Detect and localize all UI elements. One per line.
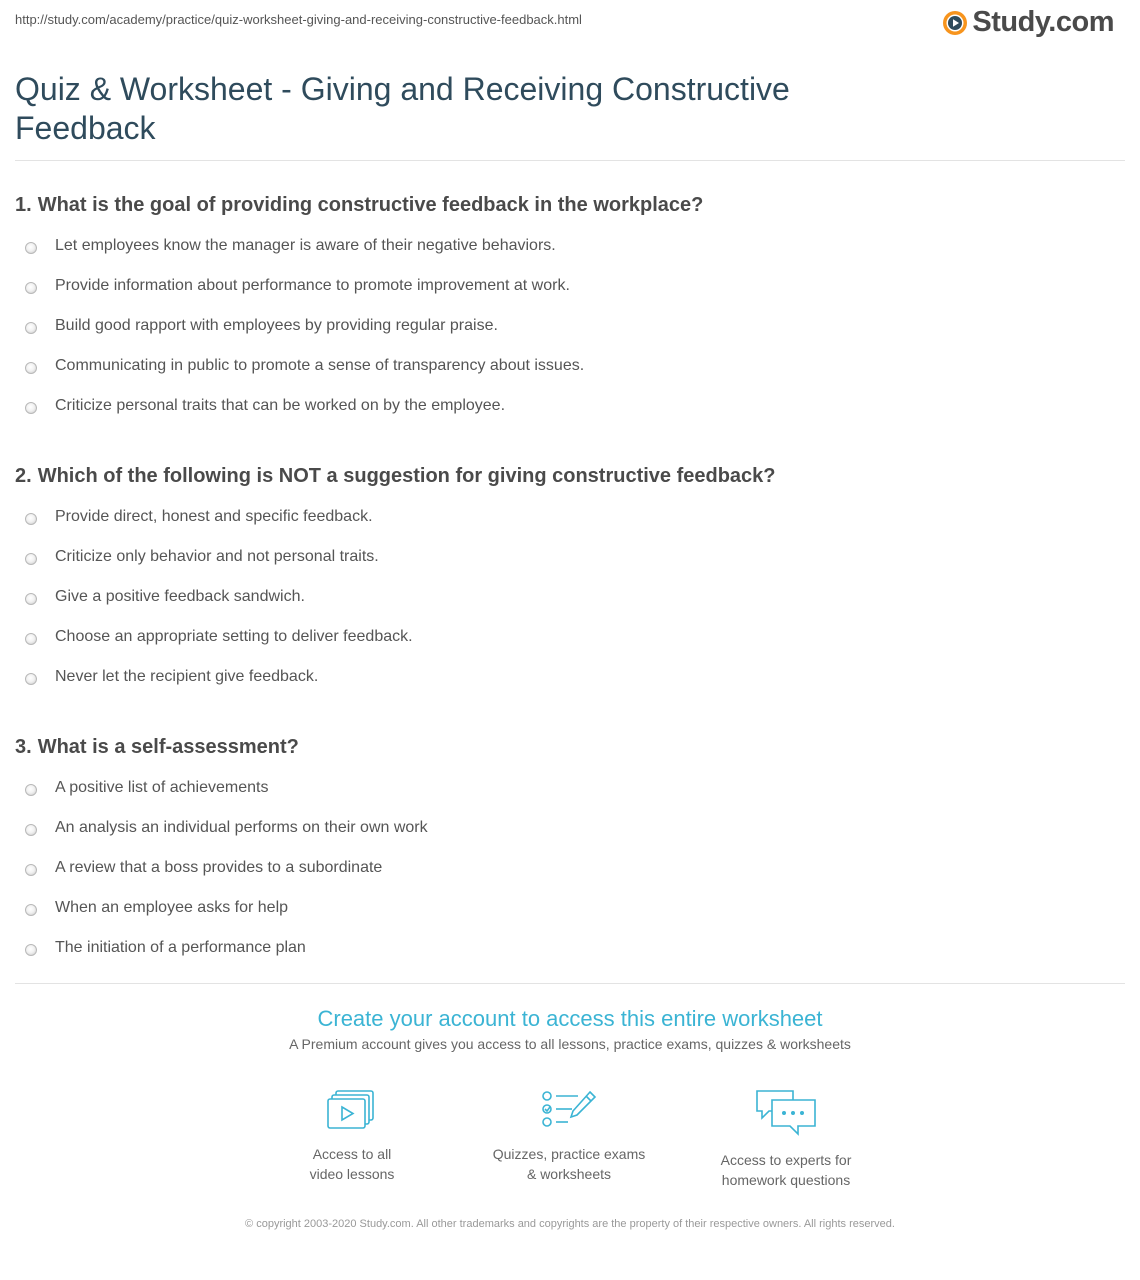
feature-label: Access to experts for homework questions [720, 1152, 852, 1188]
play-circle-icon [942, 10, 968, 36]
feature-video-lessons [262, 1088, 442, 1184]
question-3 [15, 732, 1115, 977]
question-text [15, 461, 1115, 491]
answer-label: Choose an appropriate setting to deliver feedback. [55, 628, 413, 645]
answer-label: Build good rapport with employees by providing regular praise. [55, 317, 498, 334]
question-2 [15, 461, 1115, 706]
feature-label: Quizzes, practice exams & worksheets [492, 1146, 646, 1182]
answer-label: When an employee asks for help [55, 899, 289, 916]
answer-label: A positive list of achievements [55, 779, 269, 796]
chat-bubbles-icon [754, 1088, 818, 1140]
answer-label: Communicating in public to promote a sense of transparency about issues. [55, 357, 585, 374]
answer-option[interactable] [15, 817, 1115, 857]
answer-option[interactable] [15, 897, 1115, 937]
radio-button[interactable] [25, 362, 37, 374]
study-logo[interactable] [942, 6, 1114, 39]
radio-button[interactable] [25, 402, 37, 414]
answer-list [15, 506, 1115, 706]
radio-button[interactable] [25, 784, 37, 796]
answer-label: Provide direct, honest and specific feedback. [55, 508, 373, 525]
question-1 [15, 190, 1115, 435]
radio-button[interactable] [25, 824, 37, 836]
feature-label: Access to all video lessons [309, 1146, 395, 1182]
answer-list [15, 777, 1115, 977]
question-label: What is a self-assessment? [37, 736, 299, 758]
logo-text: Study.com [972, 6, 1114, 38]
answer-list [15, 235, 1115, 435]
video-lessons-icon [326, 1088, 378, 1134]
radio-button[interactable] [25, 633, 37, 645]
question-number: 2. [15, 465, 32, 487]
radio-button[interactable] [25, 864, 37, 876]
answer-option[interactable] [15, 666, 1115, 706]
radio-button[interactable] [25, 282, 37, 294]
radio-button[interactable] [25, 553, 37, 565]
page-title: Quiz & Worksheet - Giving and Receiving Constructive Feedback [15, 71, 790, 146]
question-number: 3. [15, 736, 32, 758]
quiz-checklist-icon [540, 1088, 598, 1134]
question-text [15, 190, 1115, 220]
radio-button[interactable] [25, 242, 37, 254]
question-number: 1. [15, 194, 32, 216]
answer-label: Criticize only behavior and not personal traits. [55, 548, 379, 565]
answer-label: Criticize personal traits that can be worked on by the employee. [55, 397, 506, 414]
create-account-link[interactable]: Create your account to access this entire worksheet [317, 1006, 823, 1031]
answer-option[interactable] [15, 937, 1115, 977]
feature-quizzes [479, 1088, 659, 1184]
radio-button[interactable] [25, 322, 37, 334]
answer-option[interactable] [15, 546, 1115, 586]
page-url: http://study.com/academy/practice/quiz-worksheet-giving-and-receiving-constructive-feedback.html [15, 12, 582, 27]
divider [15, 160, 1125, 161]
copyright-notice: © copyright 2003-2020 Study.com. All other trademarks and copyrights are the property of their respective owners. All rights reserved. [245, 1218, 895, 1230]
answer-label: Provide information about performance to promote improvement at work. [55, 277, 570, 294]
answer-option[interactable] [15, 355, 1115, 395]
answer-option[interactable] [15, 395, 1115, 435]
question-label: Which of the following is NOT a suggestion for giving constructive feedback? [37, 465, 776, 487]
divider [15, 983, 1125, 984]
question-text [15, 732, 1115, 762]
radio-button[interactable] [25, 944, 37, 956]
answer-label: A review that a boss provides to a subordinate [55, 859, 383, 876]
cta-subheading: A Premium account gives you access to all lessons, practice exams, quizzes & worksheets [289, 1036, 851, 1052]
radio-button[interactable] [25, 593, 37, 605]
answer-option[interactable] [15, 275, 1115, 315]
answer-label: Give a positive feedback sandwich. [55, 588, 305, 605]
answer-option[interactable] [15, 315, 1115, 355]
radio-button[interactable] [25, 513, 37, 525]
answer-option[interactable] [15, 626, 1115, 666]
answer-label: Let employees know the manager is aware of their negative behaviors. [55, 237, 556, 254]
answer-label: The initiation of a performance plan [55, 939, 306, 956]
answer-option[interactable] [15, 857, 1115, 897]
answer-option[interactable] [15, 777, 1115, 817]
answer-option[interactable] [15, 235, 1115, 275]
answer-option[interactable] [15, 586, 1115, 626]
answer-option[interactable] [15, 506, 1115, 546]
radio-button[interactable] [25, 673, 37, 685]
feature-experts [696, 1088, 876, 1190]
radio-button[interactable] [25, 904, 37, 916]
answer-label: Never let the recipient give feedback. [55, 668, 319, 685]
question-list [15, 190, 1115, 1003]
answer-label: An analysis an individual performs on their own work [55, 819, 428, 836]
question-label: What is the goal of providing constructive feedback in the workplace? [37, 194, 704, 216]
